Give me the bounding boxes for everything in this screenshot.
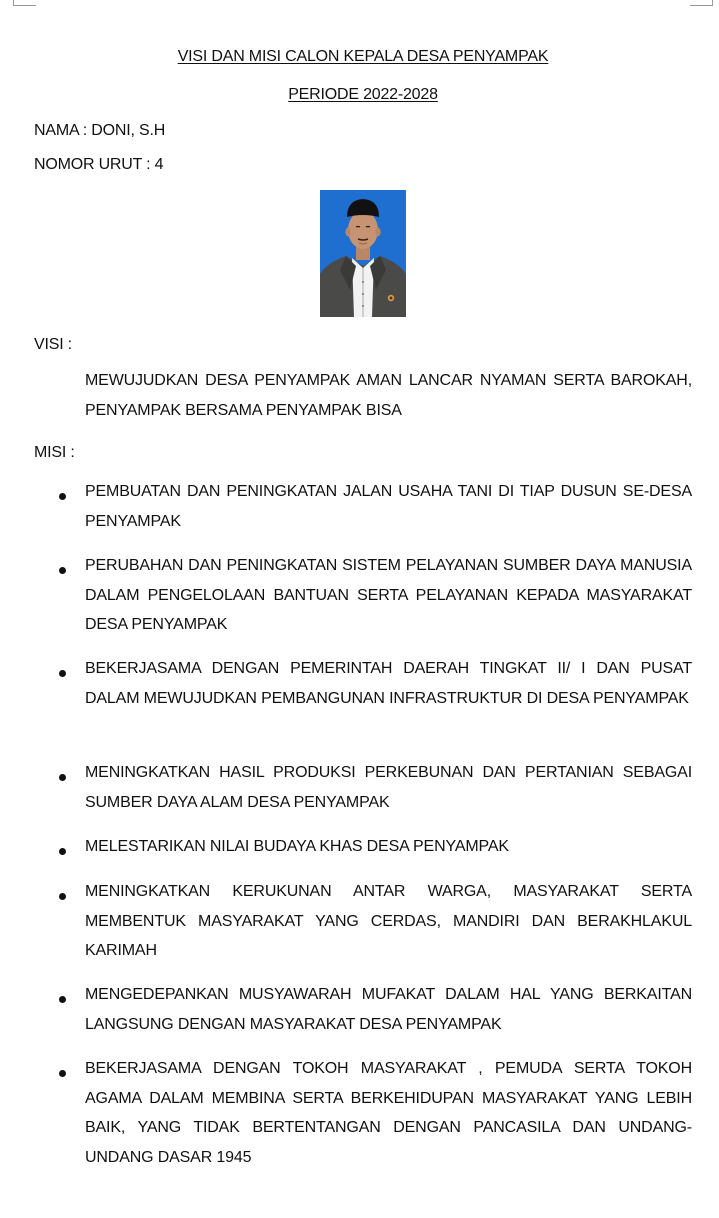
bullet-icon bbox=[59, 556, 69, 586]
candidate-name: NAMA : DONI, S.H bbox=[34, 122, 166, 139]
bullet-icon bbox=[59, 763, 69, 793]
bullet-icon bbox=[59, 985, 69, 1015]
misi-item: MENINGKATKAN HASIL PRODUKSI PERKEBUNAN DAN PERTANIAN SEBAGAI SUMBER DAYA ALAM DESA PENYAMPAK bbox=[85, 764, 692, 811]
document-period: PERIODE 2022-2028 bbox=[288, 86, 438, 103]
visi-text: MEWUJUDKAN DESA PENYAMPAK AMAN LANCAR NYAMAN SERTA BAROKAH, PENYAMPAK BERSAMA PENYAMPAK BISA bbox=[85, 372, 692, 419]
candidate-photo bbox=[320, 190, 406, 317]
candidate-number: NOMOR URUT : 4 bbox=[34, 156, 164, 173]
misi-item: BEKERJASAMA DENGAN TOKOH MASYARAKAT , PEMUDA SERTA TOKOH AGAMA DALAM MEMBINA SERTA BERKEHIDUPAN MASYARAKAT YANG LEBIH BAIK, YANG TIDAK BERTENTANGAN DENGAN PANCASILA DAN UNDANG-UNDANG DASAR 1945 bbox=[85, 1060, 692, 1166]
misi-label: MISI : bbox=[34, 444, 75, 461]
misi-item: MENGEDEPANKAN MUSYAWARAH MUFAKAT DALAM HAL YANG BERKAITAN LANGSUNG DENGAN MASYARAKAT DESA PENYAMPAK bbox=[85, 986, 692, 1033]
bullet-icon bbox=[59, 659, 69, 689]
page-corner-mark-left bbox=[13, 0, 36, 6]
page-corner-mark-right bbox=[690, 0, 713, 6]
misi-item: BEKERJASAMA DENGAN PEMERINTAH DAERAH TINGKAT II/ I DAN PUSAT DALAM MEWUJUDKAN PEMBANGUNAN INFRASTRUKTUR DI DESA PENYAMPAK bbox=[85, 660, 692, 707]
misi-item: MENINGKATKAN KERUKUNAN ANTAR WARGA, MASYARAKAT SERTA MEMBENTUK MASYARAKAT YANG CERDAS, MANDIRI DAN BERAKHLAKUL KARIMAH bbox=[85, 883, 692, 960]
bullet-icon bbox=[59, 1059, 69, 1089]
bullet-icon bbox=[59, 482, 69, 512]
misi-item: PERUBAHAN DAN PENINGKATAN SISTEM PELAYANAN SUMBER DAYA MANUSIA DALAM PENGELOLAAN BANTUAN SERTA PELAYANAN KEPADA MASYARAKAT DESA PENYAMPAK bbox=[85, 557, 692, 634]
misi-item: PEMBUATAN DAN PENINGKATAN JALAN USAHA TANI DI TIAP DUSUN SE-DESA PENYAMPAK bbox=[85, 483, 692, 530]
visi-label: VISI : bbox=[34, 336, 72, 353]
document-title: VISI DAN MISI CALON KEPALA DESA PENYAMPAK bbox=[177, 48, 549, 65]
bullet-icon bbox=[59, 882, 69, 912]
misi-item: MELESTARIKAN NILAI BUDAYA KHAS DESA PENYAMPAK bbox=[85, 838, 509, 855]
bullet-icon bbox=[59, 837, 69, 867]
